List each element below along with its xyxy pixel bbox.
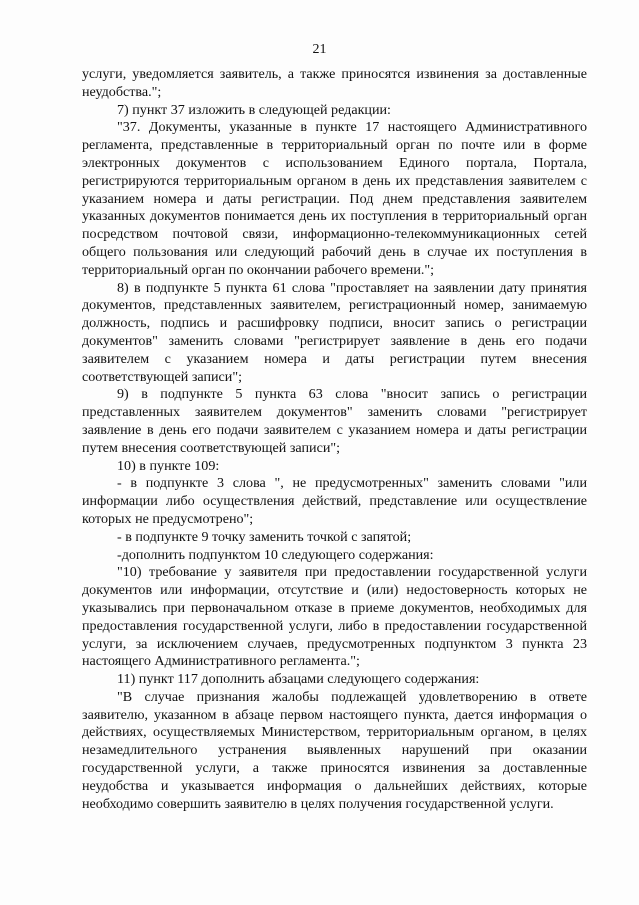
document-body xyxy=(82,66,587,813)
paragraph: 8) в подпункте 5 пункта 61 слова "проставляет на заявлении дату принятия документов, представленных заявителем, регистрационный номер, занимаемую должность, подпись и расшифровку подписи, вносит запись о регистрации документов" заменить словами "регистрирует заявление в день его подачи заявителем с указанием номера и даты регистрации путем внесения соответствующей записи"; xyxy=(82,279,587,385)
paragraph: 10) в пункте 109: xyxy=(117,457,220,474)
paragraph: 11) пункт 117 дополнить абзацами следующего содержания: xyxy=(117,671,480,688)
paragraph: -дополнить подпунктом 10 следующего содержания: xyxy=(117,546,434,563)
paragraph: - в подпункте 3 слова ", не предусмотренных" заменить словами "или информации либо осуществления действий, представление или осуществление которых не предусмотрено"; xyxy=(82,475,587,527)
paragraph: - в подпункте 9 точку заменить точкой с запятой; xyxy=(117,528,412,545)
paragraph: 7) пункт 37 изложить в следующей редакции: xyxy=(117,101,391,118)
page-number: 21 xyxy=(312,42,327,57)
paragraph: 9) в подпункте 5 пункта 63 слова "вносит запись о регистрации представленных заявителем документов" заменить словами "регистрирует заявление в день его подачи заявителем с указанием номера и даты регистрации путем внесения соответствующей записи"; xyxy=(82,386,587,456)
paragraph: "10) требование у заявителя при предоставлении государственной услуги документов или информации, отсутствие и (или) недостоверность которых не указывались при первоначальном отказе в приеме документов, необходимых для предоставления государственной услуги, либо в предоставлении государственной услуги, за исключением случаев, предусмотренных подпунктом 3 пункта 23 настоящего Административного регламента."; xyxy=(82,564,587,670)
paragraph: услуги, уведомляется заявитель, а также приносятся извинения за доставленные неудобства."; xyxy=(82,66,587,100)
paragraph: "37. Документы, указанные в пункте 17 настоящего Административного регламента, представленные в территориальный орган по почте или в форме электронных документов с использованием Единого портала, Портала, регистрируются территориальным органом в день их представления заявителем с указанием номера и даты регистрации. Под днем представления заявителем указанных документов понимается день их поступления в территориальный орган посредством почтовой связи, информационно-телекоммуникационных сетей общего пользования или следующий рабочий день в случае их поступления в территориальный орган по окончании рабочего времени."; xyxy=(82,119,587,278)
paragraph: "В случае признания жалобы подлежащей удовлетворению в ответе заявителю, указанном в абзаце первом настоящего пункта, дается информация о действиях, осуществляемых Министерством, территориальным органом, в целях незамедлительного устранения выявленных нарушений при оказании государственной услуги, а также приносятся извинения за доставленные неудобства и указывается информация о дальнейших действиях, которые необходимо совершить заявителю в целях получения государственной услуги. xyxy=(82,688,587,812)
